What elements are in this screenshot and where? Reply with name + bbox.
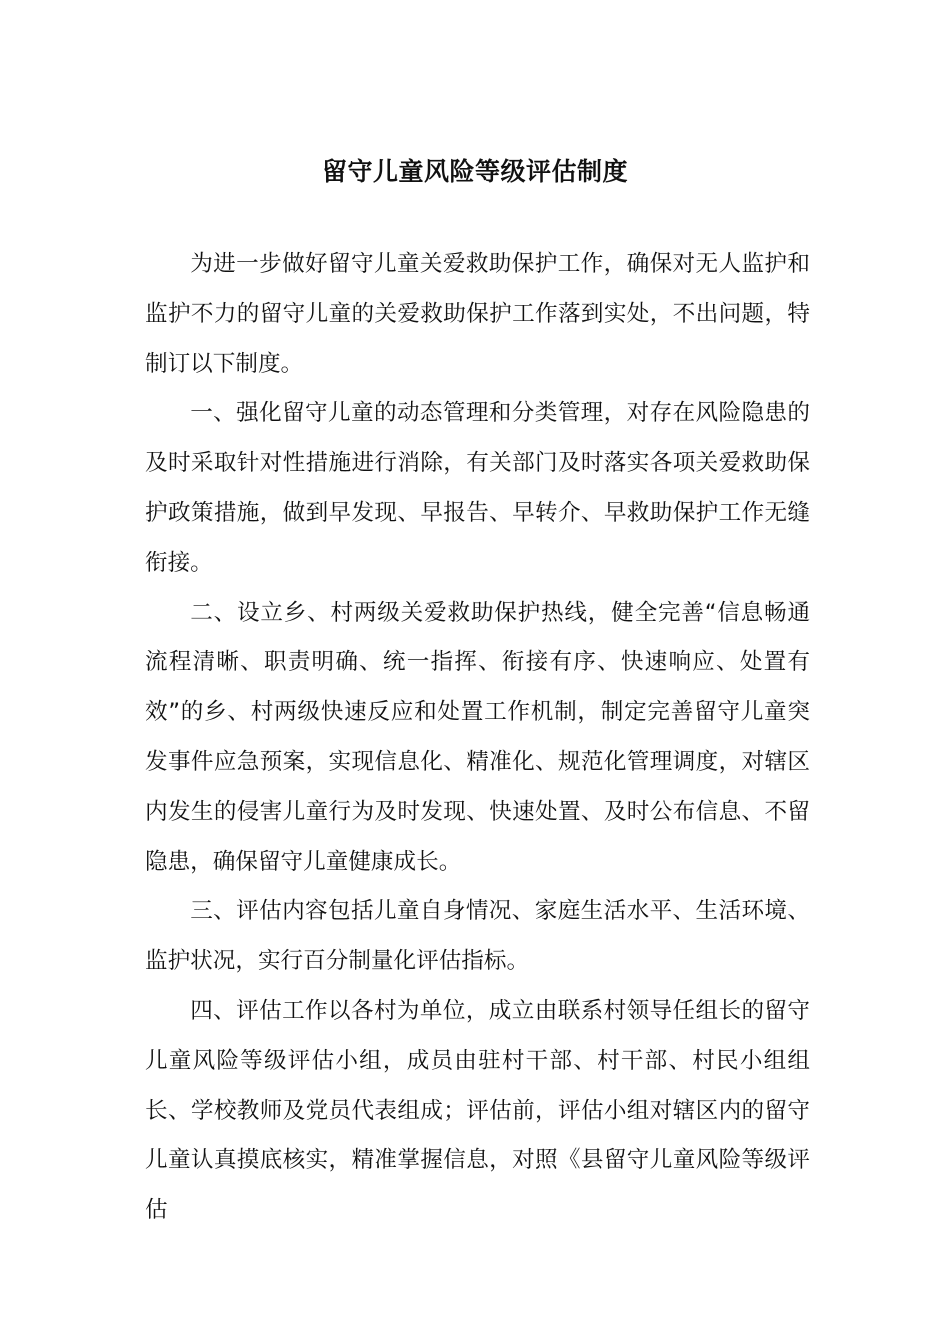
paragraph-section-3: 三、评估内容包括儿童自身情况、家庭生活水平、生活环境、监护状况，实行百分制量化评估指标。 <box>145 898 810 975</box>
document-body <box>145 240 810 1236</box>
paragraph-section-2: 二、设立乡、村两级关爱救助保护热线，健全完善“信息畅通流程清晰、职责明确、统一指挥、衔接有序、快速响应、处置有效”的乡、村两级快速反应和处置工作机制，制定完善留守儿童突发事件应急预案，实现信息化、精准化、规范化管理调度，对辖区内发生的侵害儿童行为及时发现、快速处置、及时公布信息、不留隐患，确保留守儿童健康成长。 <box>145 599 810 875</box>
paragraph-intro: 为进一步做好留守儿童关爱救助保护工作，确保对无人监护和监护不力的留守儿童的关爱救助保护工作落到实处，不出问题，特制订以下制度。 <box>145 251 810 377</box>
document-title: 留守儿童风险等级评估制度 <box>321 157 628 186</box>
paragraph-section-1: 一、强化留守儿童的动态管理和分类管理，对存在风险隐患的及时采取针对性措施进行消除，有关部门及时落实各项关爱救助保护政策措施，做到早发现、早报告、早转介、早救助保护工作无缝衔接。 <box>145 400 810 576</box>
paragraph-section-4: 四、评估工作以各村为单位，成立由联系村领导任组长的留守儿童风险等级评估小组，成员由驻村干部、村干部、村民小组组长、学校教师及党员代表组成；评估前，评估小组对辖区内的留守儿童认真摸底核实，精准掌握信息，对照《县留守儿童风险等级评估 <box>145 997 810 1224</box>
